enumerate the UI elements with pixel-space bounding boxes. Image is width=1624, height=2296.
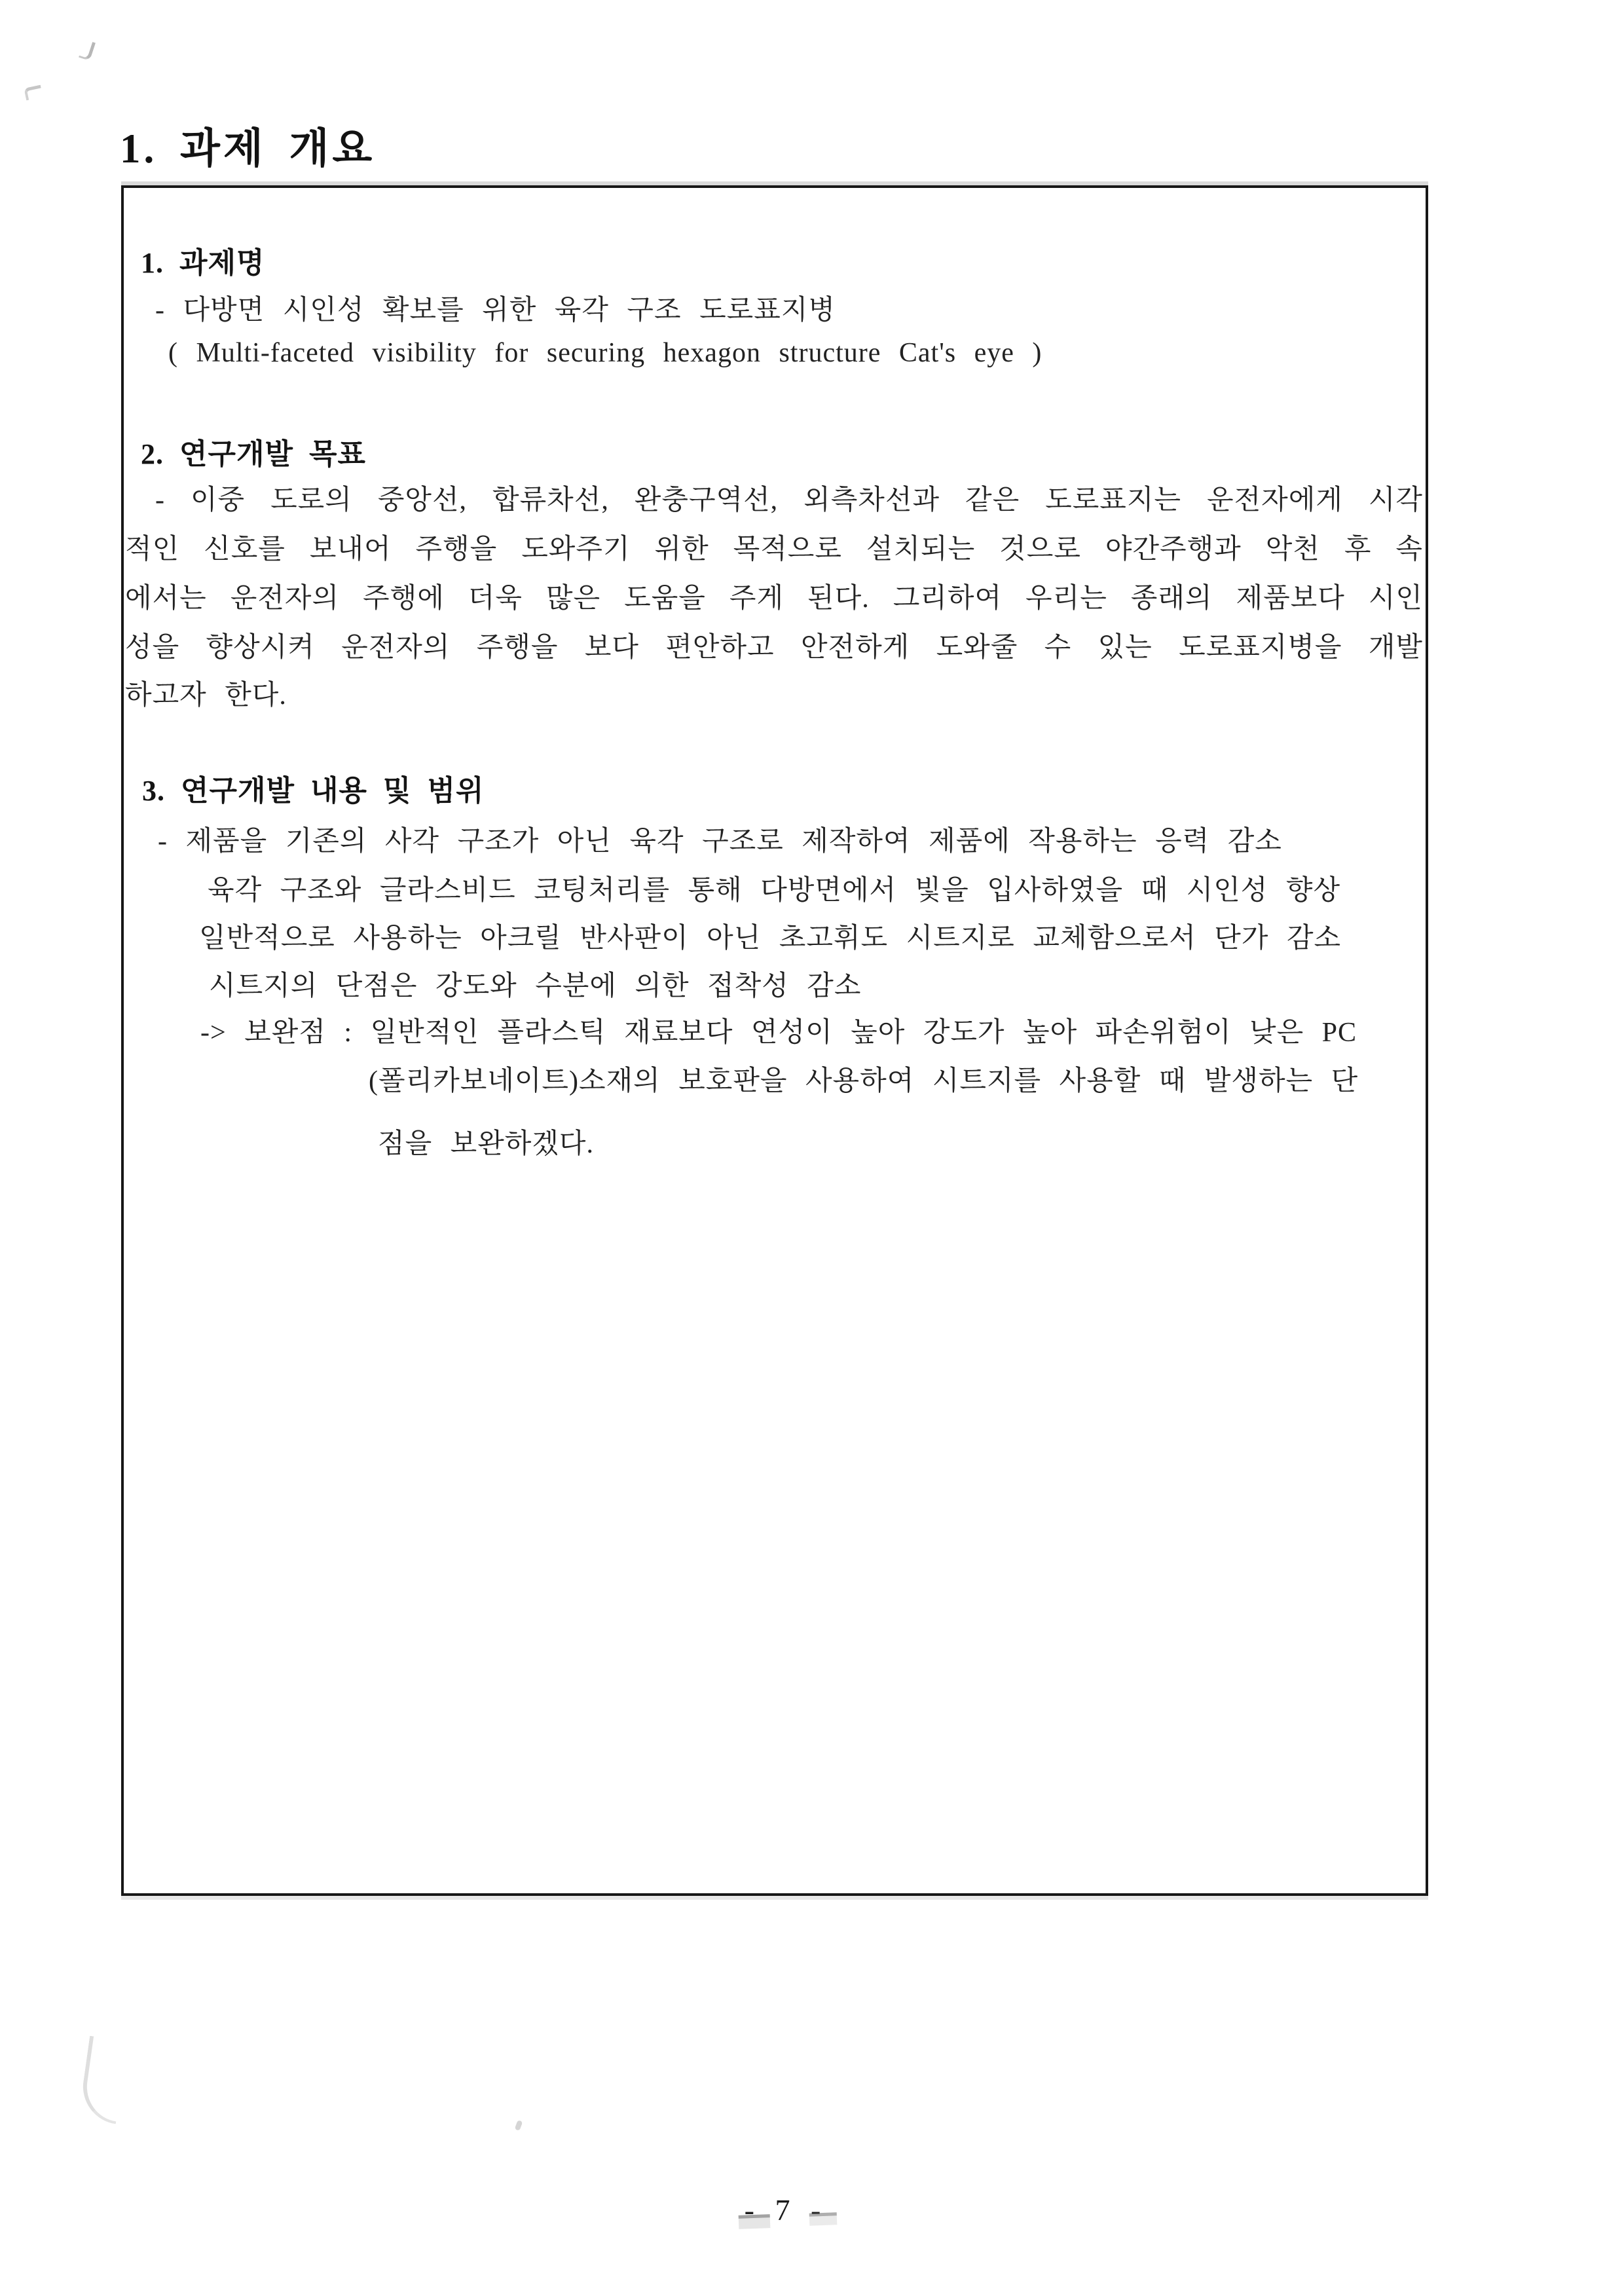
section-3-item-line: - 제품을 기존의 사각 구조가 아닌 육각 구조로 제작하여 제품에 작용하는 응력 감소 <box>158 826 1282 857</box>
section-1-heading: 1. 과제명 <box>141 247 265 279</box>
section-3-item-line: 일반적으로 사용하는 아크릴 반사판이 아닌 초고휘도 시트지로 교체함으로서 단가 감소 <box>199 923 1342 954</box>
section-3-supplement-line: -> 보완점 : 일반적인 플라스틱 재료보다 연성이 높아 강도가 높아 파손위험이 낮은 PC <box>200 1018 1357 1048</box>
scan-artifact-speck <box>24 85 43 101</box>
section-2-paragraph-line: 적인 신호를 보내어 주행을 도와주기 위한 목적으로 설치되는 것으로 야간주행과 악천 후 속 <box>125 534 1423 565</box>
page-number: - 7 - <box>744 2193 828 2227</box>
project-overview-box <box>121 185 1428 1896</box>
section-2-heading: 2. 연구개발 목표 <box>141 438 367 470</box>
section-1-line-project-name-en: ( Multi-faceted visibility for securing hexagon structure Cat's eye ) <box>168 338 1043 368</box>
section-3-supplement-line: 점을 보완하겠다. <box>378 1129 595 1159</box>
section-3-item-line: 육각 구조와 글라스비드 코팅처리를 통해 다방면에서 빛을 입사하였을 때 시인성 향상 <box>208 876 1341 906</box>
section-2-paragraph-line: 하고자 한다. <box>125 680 287 711</box>
section-3-item-line: 시트지의 단점은 강도와 수분에 의한 접착성 감소 <box>209 971 862 1001</box>
scan-artifact-speck <box>79 39 96 61</box>
section-1-line-project-name-ko: - 다방면 시인성 확보를 위한 육각 구조 도로표지병 <box>155 295 836 325</box>
section-2-paragraph-line: - 이중 도로의 중앙선, 합류차선, 완충구역선, 외측차선과 같은 도로표지는 운전자에게 시각 <box>155 485 1423 515</box>
section-3-supplement-line: (폴리카보네이트)소재의 보호판을 사용하여 시트지를 사용할 때 발생하는 단 <box>369 1066 1359 1096</box>
scan-artifact-smudge <box>78 2036 127 2124</box>
page-title: 1. 과제 개요 <box>120 126 376 172</box>
section-3-heading: 3. 연구개발 내용 및 범위 <box>142 775 485 807</box>
section-2-paragraph-line: 성을 향상시켜 운전자의 주행을 보다 편안하고 안전하게 도와줄 수 있는 도로표지병을 개발 <box>125 633 1423 663</box>
section-2-paragraph-line: 에서는 운전자의 주행에 더욱 많은 도움을 주게 된다. 그리하여 우리는 종래의 제품보다 시인 <box>125 583 1423 614</box>
scan-artifact-speck <box>515 2120 523 2131</box>
